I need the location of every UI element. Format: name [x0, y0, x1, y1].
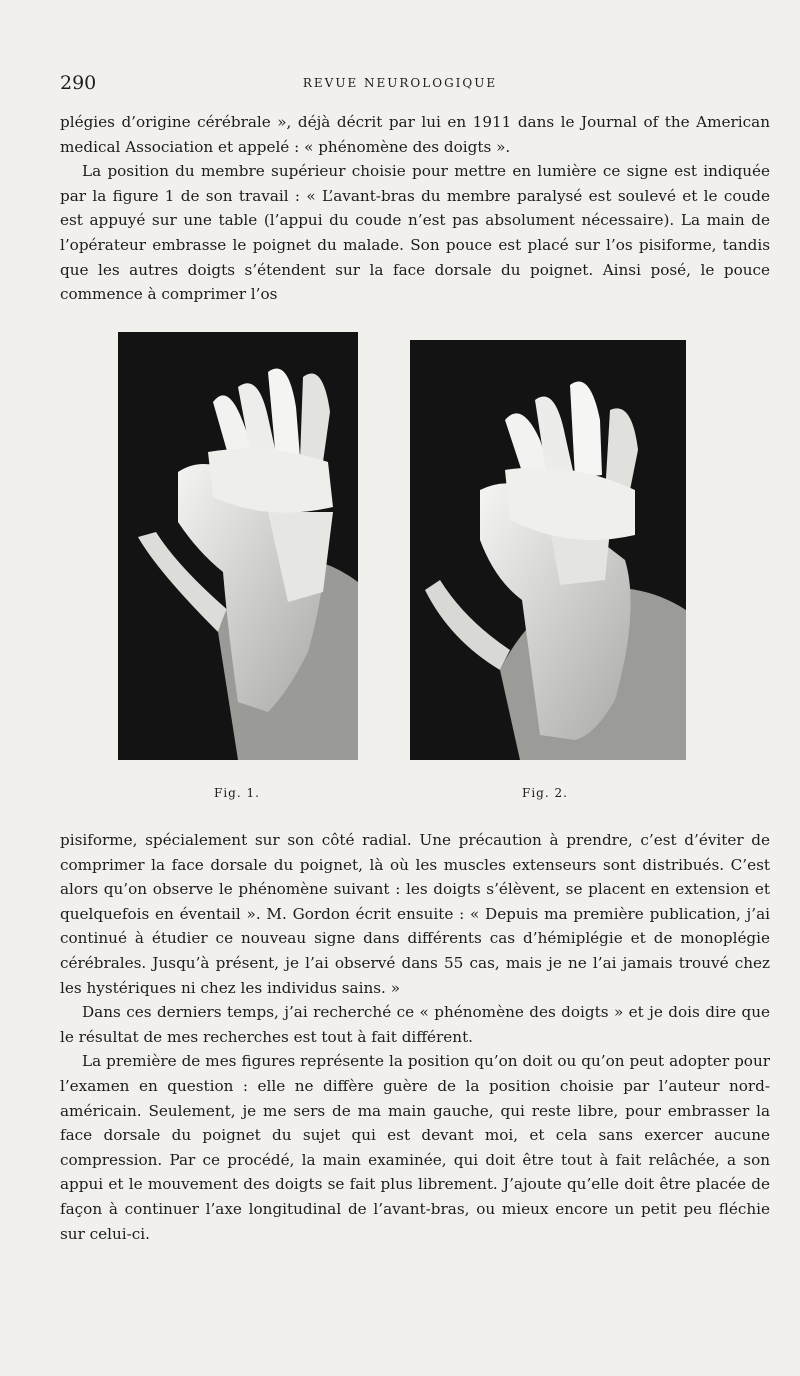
- figure-2-caption: Fig. 2.: [522, 786, 568, 800]
- figure-1-caption: Fig. 1.: [214, 786, 260, 800]
- bottom-text-block: [60, 828, 770, 1246]
- paragraph: plégies d’origine cérébrale », déjà décrit par lui en 1911 dans le Journal of the American medical Association et appelé : « phénomène des doigts ».: [60, 113, 770, 156]
- figure-1-photo: [118, 332, 358, 760]
- running-head: REVUE NEUROLOGIQUE: [302, 76, 498, 90]
- figure-2-photo: [410, 340, 686, 760]
- top-text-block: [60, 110, 770, 307]
- page-number: 290: [60, 72, 97, 94]
- paragraph: Dans ces derniers temps, j’ai recherché ce « phénomène des doigts » et je dois dire que le résultat de mes recherches est tout à fait différent.: [60, 1003, 770, 1046]
- paragraph: La position du membre supérieur choisie pour mettre en lumière ce signe est indiquée par la figure 1 de son travail : « L’avant-bras du membre paralysé est soulevé et le coude est appuyé sur une table (l’appui du coude n’est pas absolument nécessaire). La main de l’opérateur embrasse le poignet du malade. Son pouce est placé sur l’os pisiforme, tandis que les autres doigts s’étendent sur la face dorsale du poignet. Ainsi posé, le pouce commence à comprimer l’os: [60, 162, 770, 304]
- paragraph: pisiforme, spécialement sur son côté radial. Une précaution à prendre, c’est d’éviter de comprimer la face dorsale du poignet, là où les muscles extenseurs sont distribués. C’est alors qu’on observe le phénomène suivant : les doigts s’élèvent, se placent en extension et quelquefois en éventail ». M. Gordon écrit ensuite : « Depuis ma première publication, j’ai continué à étudier ce nouveau signe dans différents cas d’hémiplégie et de monoplégie cérébrales. Jusqu’à présent, je l’ai observé dans 55 cas, mais je ne l’ai jamais trouvé chez les hystériques ni chez les individus sains. »: [60, 831, 770, 997]
- paragraph: La première de mes figures représente la position qu’on doit ou qu’on peut adopter pour l’examen en question : elle ne diffère guère de la position choisie par l’auteur nord-américain. Seulement, je me sers de ma main gauche, qui reste libre, pour embrasser la face dorsale du poignet du sujet qui est devant moi, et cela sans exercer aucune compression. Par ce procédé, la main examinée, qui doit être tout à fait relâchée, a son appui et le mouvement des doigts se fait plus librement. J’ajoute qu’elle doit être placée de façon à continuer l’axe longitudinal de l’avant-bras, ou mieux encore un petit peu fléchie sur celui-ci.: [60, 1052, 770, 1243]
